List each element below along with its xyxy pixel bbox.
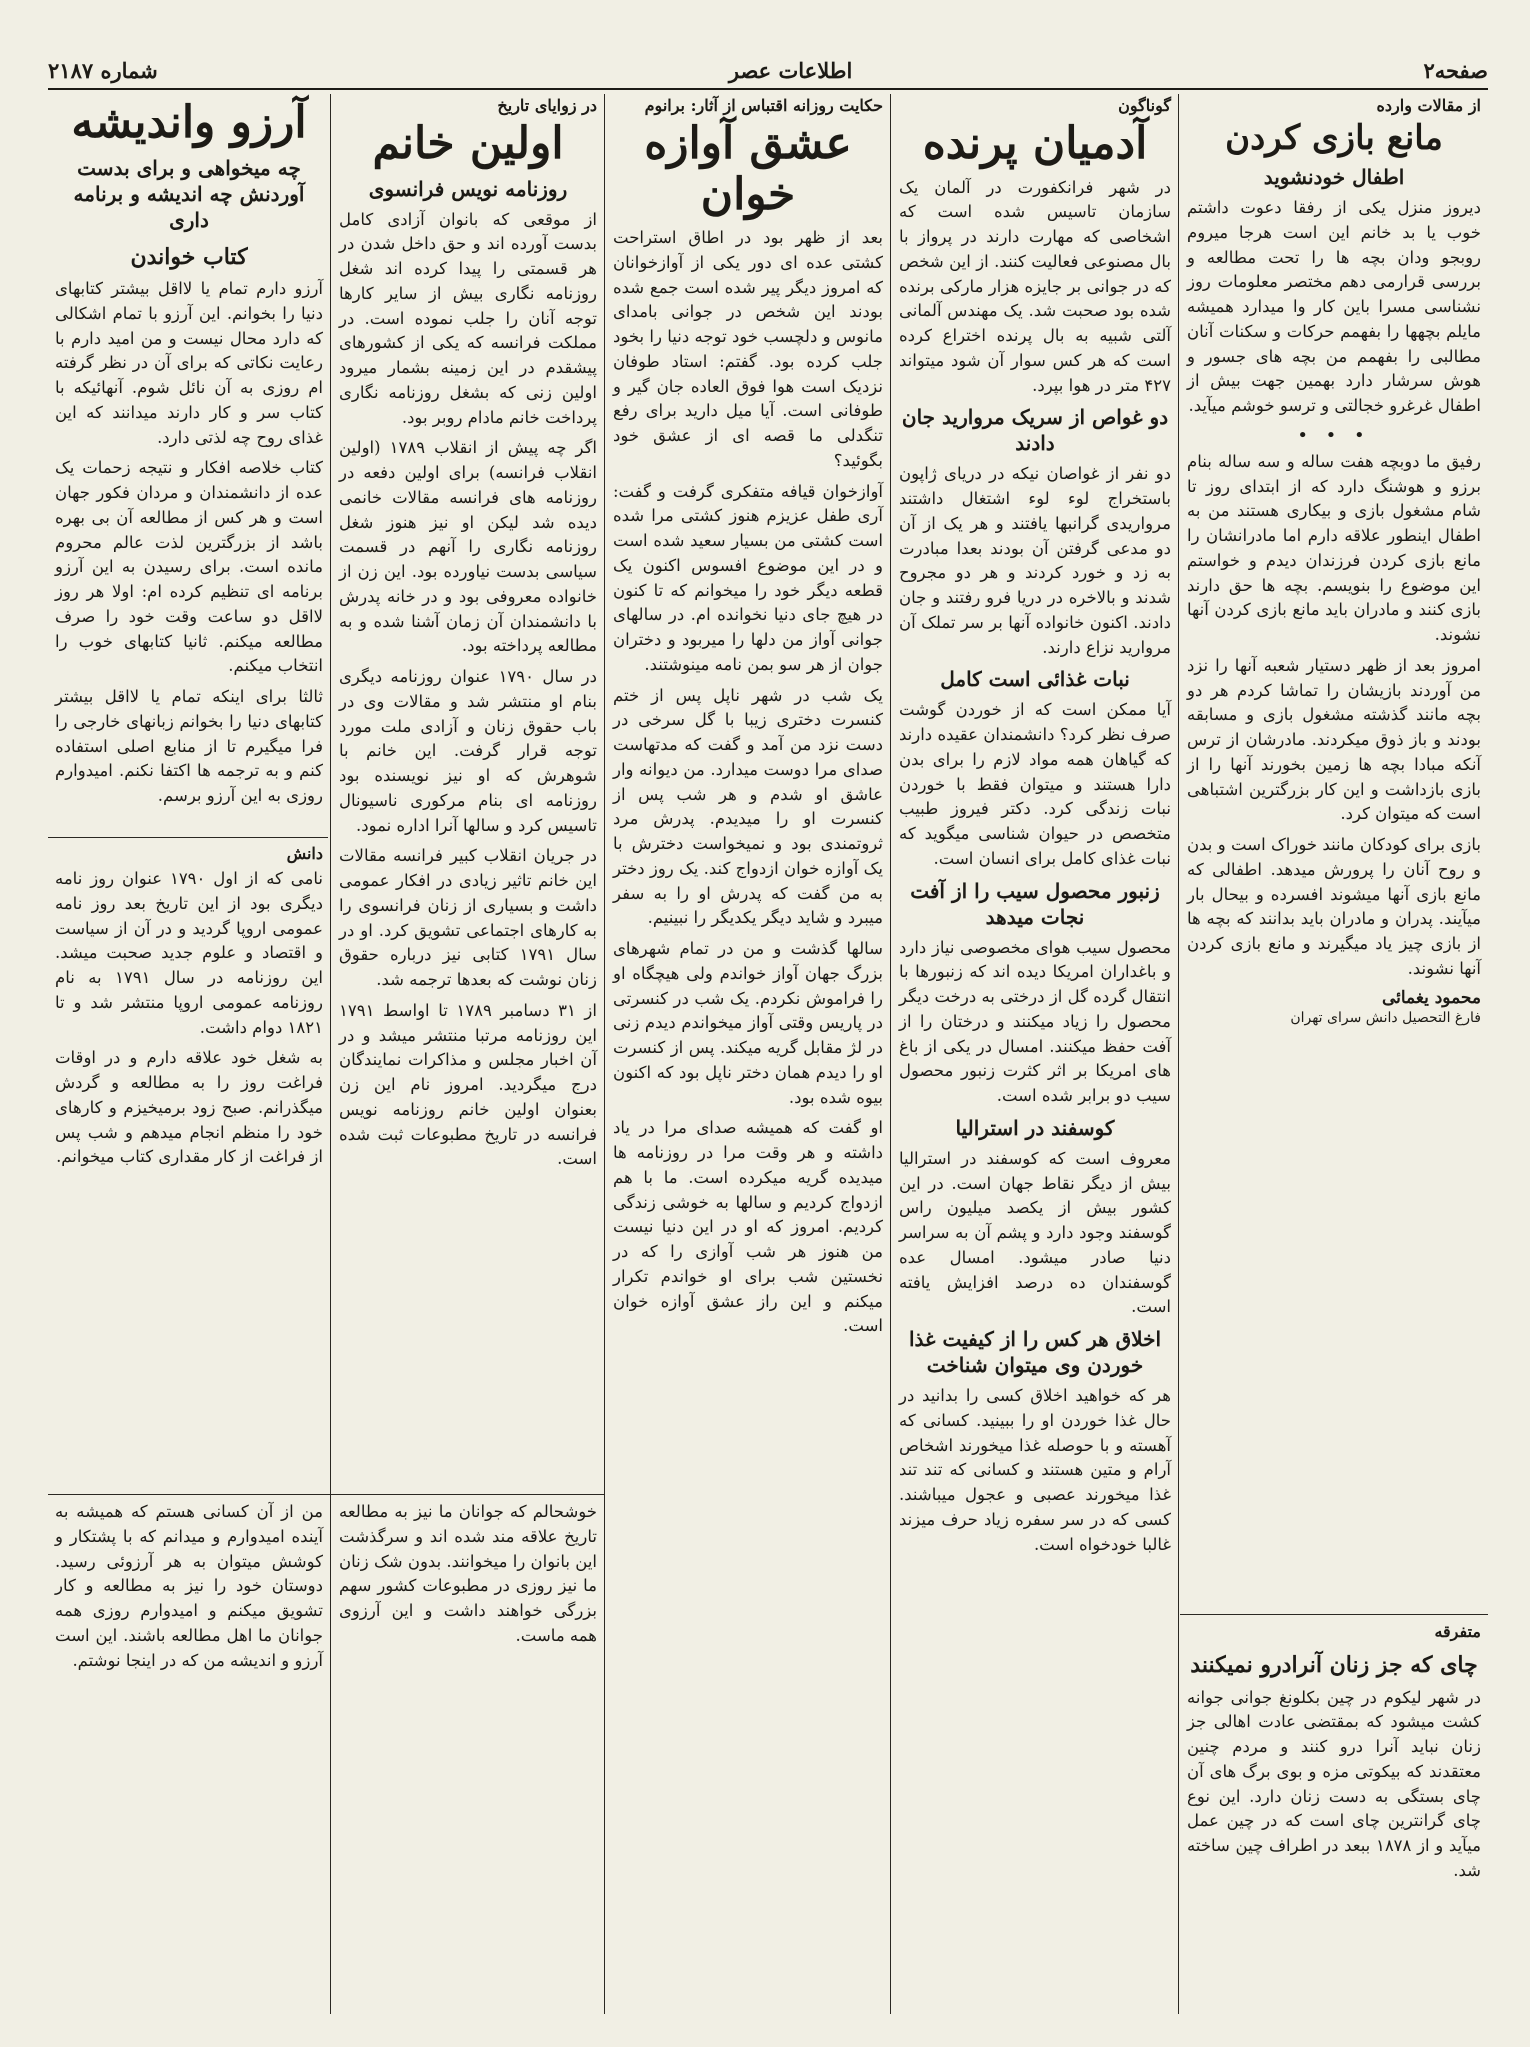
article-title: آرزو واندیشه [71,97,307,148]
article-paragraph: بعد از ظهر بود در اطاق استراحت کشتی عده ای دور یکی از آوازخوانان که امروز دیگر پیر شده است جمع شده بودند این شخص در جوانی بامدای مانوس و دلچسب خود توجه دنیا را بخود جلب کرده بود. گفتم: استاد طوفان نزدیک است هوا فوق العاده جان گیر و طوفانی است. آیا میل دارید برای رفع تنگدلی ما قصه ای از عشق خود بگوئید؟ [613,228,883,470]
masthead-rule [48,88,1488,90]
article-paragraph: از موقعی که بانوان آزادی کامل بدست آورده اند و حق داخل شدن در هر قسمتی را پیدا کرده اند شغل روزنامه نگاری بیش از سایر کارها توجه آنان را جلب نموده است. در مملکت فرانسه که یکی از کشورهای پیشقدم در این زمینه بشمار میرود اولین زنی که بشغل روزنامه نگاری پرداخت خانم مادام روبر بود. [339,209,597,427]
section-divider [48,837,328,838]
article-paragraph: از ۳۱ دسامبر ۱۷۸۹ تا اواسط ۱۷۹۱ این روزنامه مرتبا منتشر میشد و در آن اخبار مجلس و مذاکرات نمایندگان درج میگردید. امروز نام این زن بعنوان اولین خانم روزنامه نویس فرانسه در تاریخ مطبوعات ثبت شده است. [339,1000,597,1169]
article-paragraph: هر که خواهید اخلاق کسی را بدانید در حال غذا خوردن او را ببینید. کسانی که آهسته و با حوصله غذا میخورند اشخاص آرام و متین هستند و کسانی که تند تند غذا میخورند عصبی و عجول میباشند. کسی که در سر سفره زیاد حرف میزند غالبا خودخواه است. [899,1386,1171,1554]
article-paragraph: در شهر لیکوم در چین بکلونغ جوانی جوانه کشت میشود که بمقتضی عادت اهالی جز زنان نباید آنرا درو کنند و مردم چنین معتقدند که بیکوتی مزه و بوی برگ های آن چای بستگی به دست زنان دارد. این نوع چای گرانترین چای است که در چین عمل میآید و از ۱۸۷۸ ببعد در اطراف چین ساخته شد. [1187,1687,1482,1880]
column-history-continued [332,1500,604,2020]
section-kicker: دانش [286,844,323,863]
article-paragraph: سالها گذشت و من در تمام شهرهای بزرگ جهان آواز خواندم ولی هیچگاه او را فراموش نکردم. یک شب در کنسرتی در پاریس وقتی آواز میخواندم دیدم زنی در لژ مقابل گریه میکند. پس از کنسرت او را دیدم همان دختر ناپل بود که اکنون بیوه شده بود. [613,939,883,1107]
section-divider [48,1494,604,1495]
article-paragraph: به شغل خود علاقه دارم و در اوقات فراغت روز را به مطالعه و گردش میگذرانم. صبح زود برمیخیزم و کارهای خود را منظم انجام میدهم و شب پس از فراغت از کار مقداری کتاب میخوانم. [55,1048,323,1167]
masthead [48,52,1488,88]
column-daily-story [606,94,890,2019]
column-misc [1180,1620,1488,2020]
article-paragraph: رفیق ما دوبچه هفت ساله و سه ساله بنام برزو و هوشنگ دارد که از ابتدای روز تا شام مشغول بازی و بیکاری هستند من به اطفال اینطور علاقه دارم اما مادرانشان را مانع بازی کردن فرزندان دیدم و خواستم این موضوع را بنویسم. بچه ها حق دارند بازی کنند و مادران باید مانع بازی کردن آنها نشوند. [1187,451,1481,645]
column-divider [604,94,605,2014]
article-paragraph: کتاب خلاصه افکار و نتیجه زحمات یک عده از دانشمندان و مردان فکور جهان است و هر کس از مطالعه آن بی بهره باشد از بزرگترین لذت عالم محروم مانده است. برای رسیدن به این آرزو برنامه ای تنظیم کرده ام: اولا هر روز لااقل دو ساعت وقت خود را صرف مطالعه میکنم. ثانیا کتابهای خوب را انتخاب میکنم. [55,458,323,676]
article-paragraph: در شهر فرانکفورت در آلمان یک سازمان تاسیس شده است که اشخاصی که مهارت دارند در پرواز با بال مصنوعی فعالیت کنند. از این شخص که در جوانی بر جایزه هزار مارکی برنده شده بود صحبت شد. یک مهندس آلمانی آلتی شبیه به بال پرنده اختراع کرده است که هر کس سوار آن شود میتواند ۴۲۷ متر در هوا بپرد. [899,177,1171,395]
column-wishes-continued [48,1500,330,2020]
article-title: عشق آوازه خوان [644,118,852,220]
article-paragraph: دو نفر از غواصان نیکه در دریای ژاپون باستخراج لوء لوء اشتغال داشتند مرواریدی گرانبها یافتند و هر یک از آن دو مدعی گرفتن آن بودند بعدا مبادرت به زد و خورد کردند و هر دو مجروح شدند و بالاخره در دریا فرو رفتند و جان دادند. اکنون خانواده آنها بر سر تملک آن مروارید نزاع دارند. [899,464,1171,657]
column-various [892,94,1178,2019]
column-knowledge [48,842,330,1492]
column-divider [1178,94,1179,2014]
article-title: اولین خانم [372,118,564,169]
article-subheading: اخلاق هر کس را از کیفیت غذا خوردن وی میتوان شناخت [908,1327,1162,1378]
article-paragraph: اگر چه پیش از انقلاب ۱۷۸۹ (اولین انقلاب فرانسه) برای اولین دفعه در روزنامه های فرانسه مقالات خانمی دیده شد لیکن او نیز هنوز شغل روزنامه نگاری را آنهم در قسمت سیاسی بدست نیاورده بود. این زن از خانواده معروفی بود و در خانه پدرش با دانشمندان آن زمان آشنا شده و به مطالعه پرداخته بود. [339,438,598,656]
article-paragraph: نامی که از اول ۱۷۹۰ عنوان روز نامه دیگری بود از این تاریخ بعد روز نامه عمومی اروپا گردید و در آن از سیاست و اقتصاد و علوم جدید صحبت میشد. این روزنامه در سال ۱۷۹۱ به نام روزنامه عمومی اروپا منتشر شد و تا ۱۸۲۱ دوام داشت. [55,869,323,1037]
column-article-play [1180,94,1488,1614]
paper-name: اطلاعات عصر [728,57,853,83]
article-paragraph: او گفت که همیشه صدای مرا در یاد داشته و هر وقت مرا در روزنامه ها میدیده گریه میکرده است. ما با هم ازدواج کردیم و سالها به خوشی زندگی کردیم. امروز که او در این دنیا نیست من هنوز هر شب آوازی را که در نخستین شب برای او خواندم تکرار میکنم و این راز عشق آوازه خوان است. [613,1118,883,1336]
article-paragraph: من از آن کسانی هستم که همیشه به آینده امیدوارم و میدانم که با پشتکار و کوشش میتوان به هر آرزوئی رسید. دوستان خود را نیز به مطالعه و کار تشویق میکنم و امیدوارم روزی همه جوانان ما اهل مطالعه باشند. این است آرزو و اندیشه من که در اینجا نوشتم. [55,1502,323,1670]
article-paragraph: در سال ۱۷۹۰ عنوان روزنامه دیگری بنام او منتشر شد و مقالات وی در باب حقوق زنان و آزادی ملت مورد توجه قرار گرفت. این خانم با شوهرش که او نیز نویسنده بود روزنامه ای بنام مرکوری ناسیونال تاسیس کرد و سالها آنرا اداره نمود. [339,667,597,835]
section-kicker: از مقالات وارده [1376,96,1481,115]
article-paragraph: ثالثا برای اینکه تمام یا لااقل بیشتر کتابهای دنیا را بخوانم زبانهای خارجی را فرا میگیرم تا از منابع اصلی استفاده کنم و به ترجمه ها اکتفا نکنم. امیدوارم روزی به این آرزو برسم. [55,687,323,806]
section-kicker: در زوایای تاریخ [497,96,597,115]
column-wishes [48,94,330,834]
column-history [332,94,604,1490]
column-divider [890,94,891,2014]
author-title: فارغ التحصیل دانش سرای تهران [1290,1009,1481,1026]
article-paragraph: خوشحالم که جوانان ما نیز به مطالعه تاریخ علاقه مند شده اند و سرگذشت این بانوان را میخوانند. بدون شک زنان ما نیز روزی در مطبوعات کشور سهم بزرگی خواهند داشت و این آرزوی همه ماست. [339,1502,597,1645]
article-paragraph: آوازخوان قیافه متفکری گرفت و گفت: آری طفل عزیزم هنوز کشتی مرا شده است کشتی من بسیار سعید شده است و در این موضوع افسوس اکنون یک قطعه دیگر خود را میخوانم که تا کنون در هیچ جای دنیا نخوانده ام. در سالهای جوانی آواز من دلها را میربود و دختران جوان از هر سو بمن نامه مینوشتند. [613,481,883,674]
article-paragraph: دیروز منزل یکی از رفقا دعوت داشتم خوب یا بد خانم این است هرجا میروم روبجو ودان بچه ها را تحت مطالعه و بررسی قرارمی دهم مختصر معلومات روز نشناسی مسرا باین کار وا میدارد همیشه مایلم بچهها را بفهمم حرکات و سکنات آنان مطالبی را بفهمم من بچه های جسور و هوش سرشار دارد بهمین جهت بیش از اطفال غرغرو خجالتی و ترسو خوشم میآید. [1187,198,1481,416]
article-title: مانع بازی کردن [1225,118,1443,158]
section-divider [1180,1614,1488,1615]
section-kicker: متفرقه [1434,1622,1481,1641]
article-subheading: کتاب خواندن [130,243,248,270]
section-kicker: حکایت روزانه اقتباس از آثار: برانوم [644,96,883,115]
article-subtitle: اطفال خودنشوید [1263,165,1405,190]
page-label: صفحه۲ [1423,57,1488,83]
article-paragraph: آرزو دارم تمام یا لااقل بیشتر کتابهای دنیا را بخوانم. این آرزو با تمام اشکالی که دارد محال نیست و من امید دارم با رعایت نکاتی که برای آن در نظر گرفته ام روزی به آن نائل شوم. آنهائیکه با کتاب سر و کار دارند میدانند که این غذای روح چه لذتی دارد. [55,279,323,447]
article-paragraph: یک شب در شهر ناپل پس از ختم کنسرت دختری زیبا با گل سرخی در دست نزد من آمد و گفت که مدتهاست صدای مرا دوست میدارد. من دیوانه وار عاشق او شدم و هر شب پس از کنسرت او را میدیدم. پدرش مرد ثروتمندی بود و نمیخواست دخترش با یک آوازه خوان ازدواج کند. یک روز دختر به من گفت که پدرش او را به سفر میبرد و شاید دیگر یکدیگر را نبینیم. [613,685,883,928]
article-paragraph: بازی برای کودکان مانند خوراک است و بدن و روح آنان را پرورش میدهد. اطفالی که مانع بازی آنها میشوند افسرده و بیحال بار میآیند. پدران و مادران باید بدانند که بچه ها از بازی چیز یاد میگیرند و مانع بازی کردن آنها نشوند. [1187,835,1481,978]
article-title: آدمیان پرنده [922,118,1148,169]
article-subtitle: روزنامه نویس فرانسوی [368,176,568,201]
article-subtitle: چه میخواهی و برای بدست آوردنش چه اندیشه و برنامه داری [73,155,305,232]
column-divider [330,94,331,2014]
issue-number: شماره ۲۱۸۷ [48,57,158,83]
ornament-divider: • • • [1297,424,1371,446]
article-paragraph: امروز بعد از ظهر دستیار شعبه آنها را نزد من آوردند بازیشان را تماشا کردم هر دو بچه مانند گذشته مشغول بازی و مسابقه بودند و باز ذوق میکردند. مادرشان از ترس آنکه مبادا بچه ها زمین بخورند آنها را از بازی بازداشت و این کار بزرگترین اشتباهی است که میتوان کرد. [1187,655,1481,824]
article-paragraph: معروف است که کوسفند در استرالیا بیش از دیگر نقاط جهان است. در این کشور بیش از یکصد میلیون راس گوسفند وجود دارد و پشم آن به سراسر دنیا صادر میشود. امسال عده گوسفندان ده درصد افزایش یافته است. [899,1148,1171,1317]
article-subheading: نبات غذائی است کامل [940,667,1130,692]
section-kicker: گوناگون [1118,96,1171,115]
article-paragraph: محصول سیب هوای مخصوصی نیاز دارد و باغداران امریکا دیده اند که زنبورها با انتقال گرده گل از درختی به درخت دیگر محصول را زیاد میکنند و درختان را از آفت حفظ میکنند. امسال در یکی از باغ های امریکا بر اثر کثرت زنبور محصول سیب دو برابر شده است. [899,937,1171,1106]
article-subheading: کوسفند در استرالیا [955,1115,1115,1140]
article-paragraph: در جریان انقلاب کبیر فرانسه مقالات این خانم تاثیر زیادی در افکار عمومی داشت و بسیاری از زنان فرانسوی را به کارهای اجتماعی تشویق کرد. او در سال ۱۷۹۱ کتابی نیز درباره حقوق زنان نوشت که بعدها ترجمه شد. [339,846,597,990]
article-title: چای که جز زنان آنرادرو نمیکنند [1190,1652,1478,1678]
article-paragraph: آیا ممکن است که از خوردن گوشت صرف نظر کرد؟ دانشمندان عقیده دارند که گیاهان همه مواد لازم را برای بدن دارا هستند و میتوان فقط با خوردن نبات زندگی کرد. دکتر فیروز طبیب متخصص در حیوان شناسی میگوید که نبات غذای کامل برای انسان است. [899,700,1171,868]
article-subheading: دو غواص از سریک مروارید جان دادند [901,405,1169,456]
article-subheading: زنبور محصول سیب را از آفت نجات میدهد [910,878,1160,929]
author-signature: محمود یغمائی [1381,987,1481,1008]
